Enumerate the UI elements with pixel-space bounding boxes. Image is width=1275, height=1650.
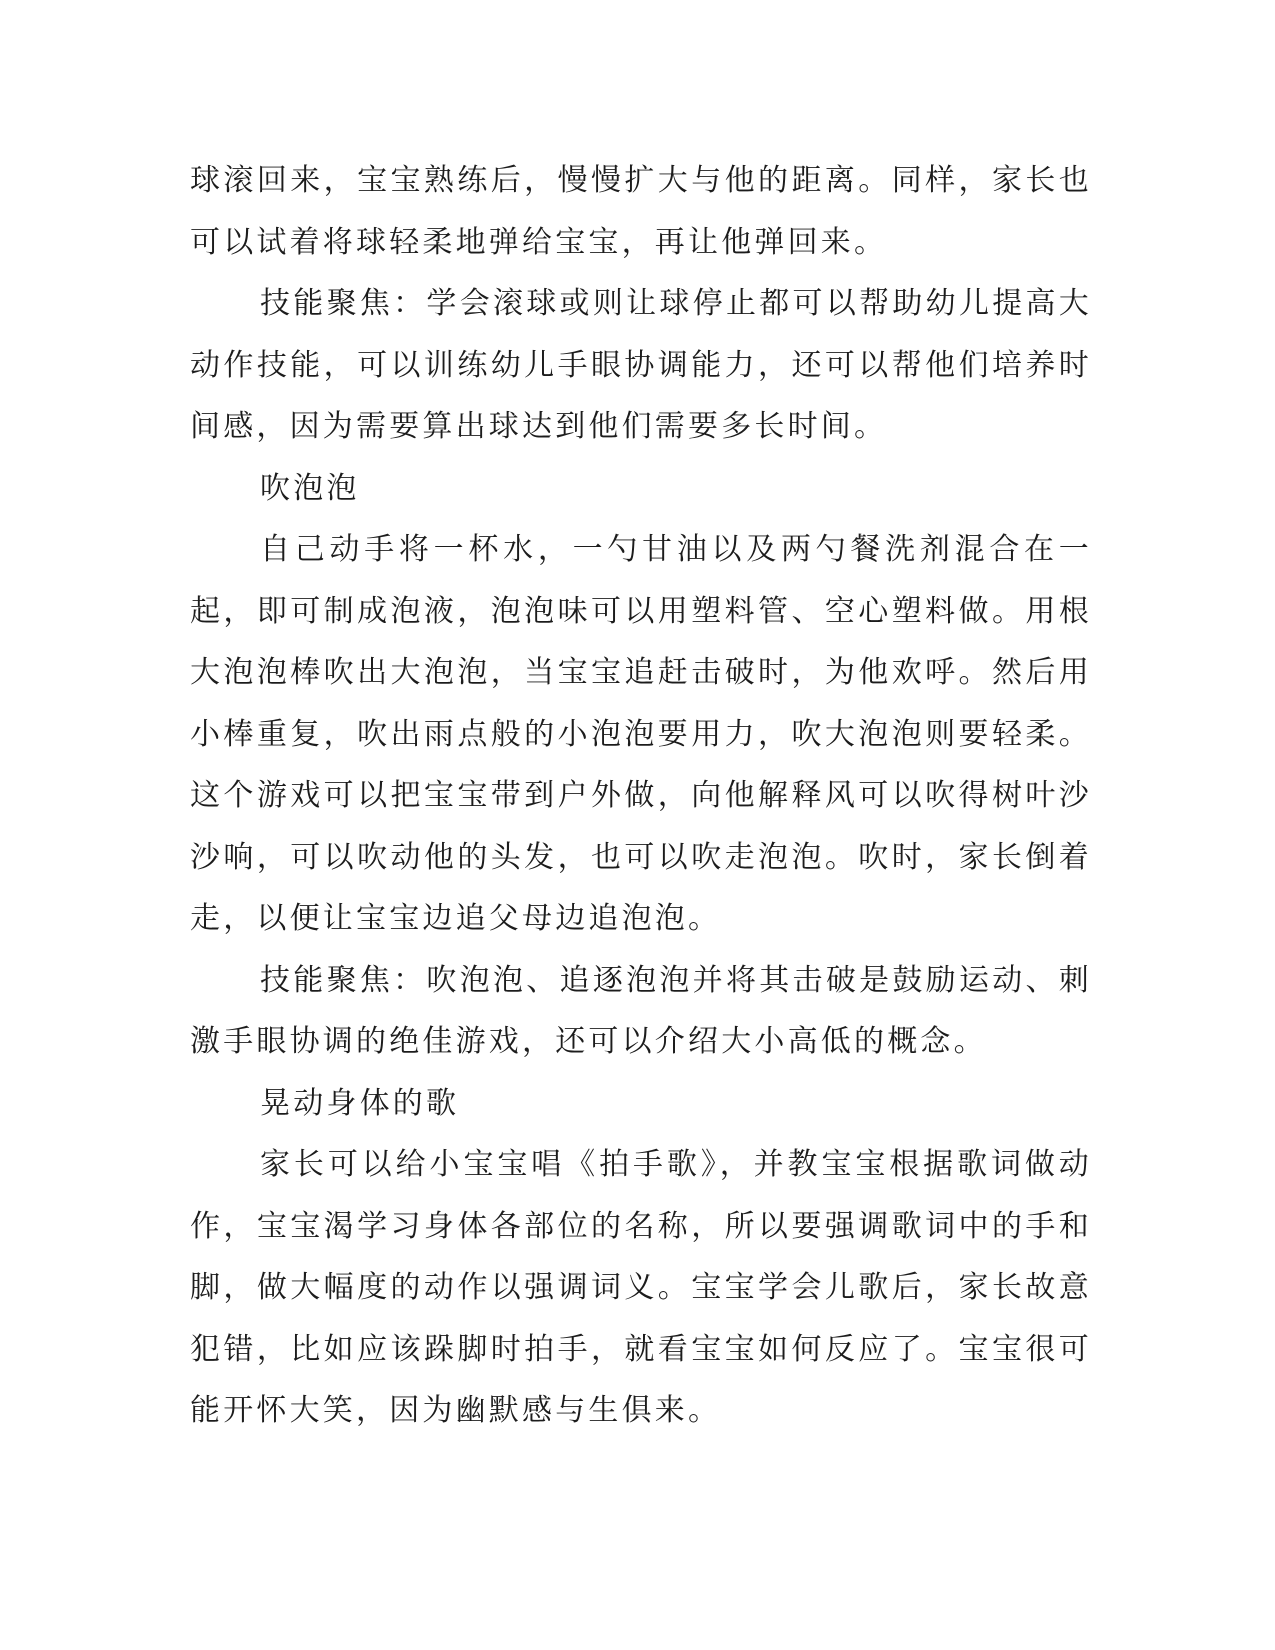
paragraph-skill-focus-ball: 技能聚焦：学会滚球或则让球停止都可以帮助幼儿提高大动作技能，可以训练幼儿手眼协调能力，还可以帮他们培养时间感，因为需要算出球达到他们需要多长时间。 [190, 286, 1092, 444]
paragraph-continuation: 球滚回来，宝宝熟练后，慢慢扩大与他的距离。同样，家长也可以试着将球轻柔地弹给宝宝，再让他弹回来。 [190, 163, 1092, 260]
document-body [190, 150, 1092, 1442]
section-heading-bubbles: 吹泡泡 [260, 470, 360, 506]
paragraph-body-song: 家长可以给小宝宝唱《拍手歌》，并教宝宝根据歌词做动作，宝宝渴学习身体各部位的名称，所以要强调歌词中的手和脚，做大幅度的动作以强调词义。宝宝学会儿歌后，家长故意犯错，比如应该跺脚时拍手，就看宝宝如何反应了。宝宝很可能开怀大笑，因为幽默感与生俱来。 [190, 1147, 1092, 1428]
paragraph-skill-focus-bubbles: 技能聚焦：吹泡泡、追逐泡泡并将其击破是鼓励运动、刺激手眼协调的绝佳游戏，还可以介绍大小高低的概念。 [190, 962, 1092, 1059]
section-heading-body-song: 晃动身体的歌 [260, 1085, 460, 1121]
paragraph-bubbles: 自己动手将一杯水，一勺甘油以及两勺餐洗剂混合在一起，即可制成泡液，泡泡味可以用塑料管、空心塑料做。用根大泡泡棒吹出大泡泡，当宝宝追赶击破时，为他欢呼。然后用小棒重复，吹出雨点般的小泡泡要用力，吹大泡泡则要轻柔。这个游戏可以把宝宝带到户外做，向他解释风可以吹得树叶沙沙响，可以吹动他的头发，也可以吹走泡泡。吹时，家长倒着走，以便让宝宝边追父母边追泡泡。 [190, 532, 1092, 936]
